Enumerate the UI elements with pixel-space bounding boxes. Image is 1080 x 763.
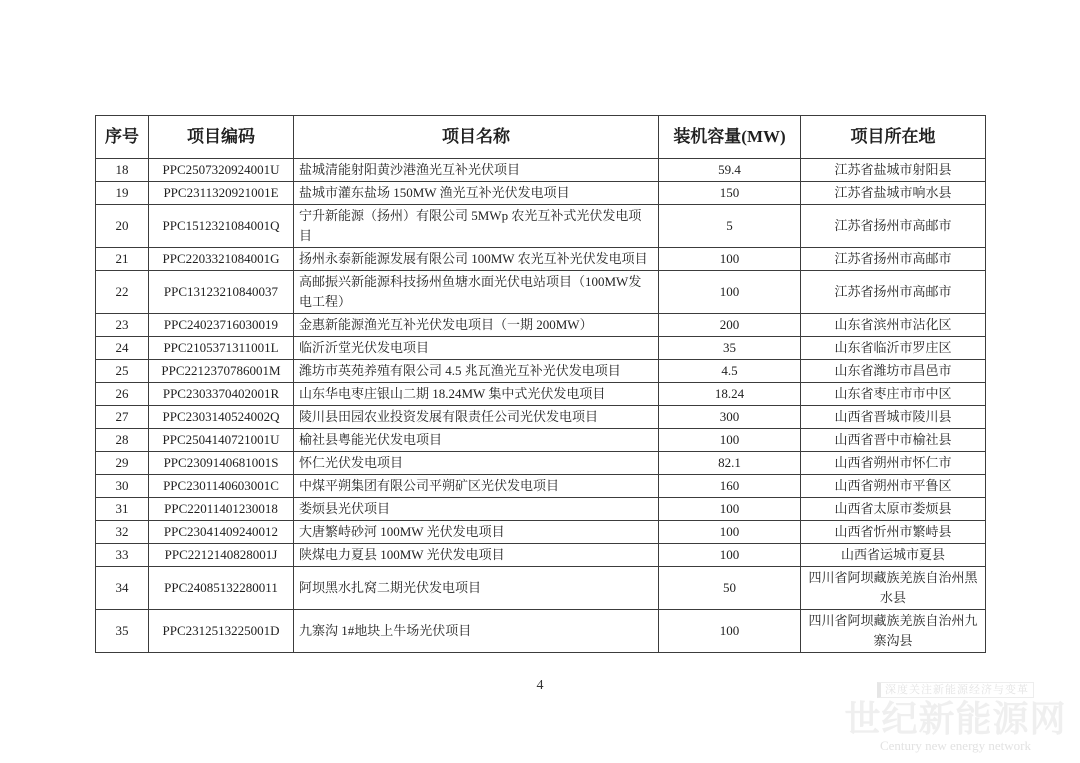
watermark-subtitle: Century new energy network [879,738,1032,753]
cell-code: PPC23041409240012 [149,521,294,544]
table-row [96,337,986,360]
table-row [96,271,986,314]
cell-code: PPC2309140681001S [149,452,294,475]
cell-no: 28 [96,429,149,452]
cell-no: 18 [96,159,149,182]
cell-location: 山西省晋城市陵川县 [801,406,986,429]
table-row [96,521,986,544]
cell-code: PPC2504140721001U [149,429,294,452]
watermark-tagline: 深度关注新能源经济与变革 [877,682,1034,698]
cell-name: 陵川县田园农业投资发展有限责任公司光伏发电项目 [294,406,659,429]
cell-location: 山东省枣庄市市中区 [801,383,986,406]
cell-capacity: 200 [659,314,801,337]
cell-code: PPC1512321084001Q [149,205,294,248]
cell-code: PPC2301140603001C [149,475,294,498]
table-row [96,360,986,383]
cell-no: 19 [96,182,149,205]
cell-capacity: 59.4 [659,159,801,182]
cell-name: 山东华电枣庄银山二期 18.24MW 集中式光伏发电项目 [294,383,659,406]
table-row [96,314,986,337]
cell-name: 扬州永泰新能源发展有限公司 100MW 农光互补光伏发电项目 [294,248,659,271]
cell-code: PPC2311320921001E [149,182,294,205]
cell-name: 盐城清能射阳黄沙港渔光互补光伏项目 [294,159,659,182]
cell-no: 34 [96,567,149,610]
cell-capacity: 35 [659,337,801,360]
table-row [96,406,986,429]
cell-name: 金惠新能源渔光互补光伏发电项目（一期 200MW） [294,314,659,337]
cell-code: PPC2507320924001U [149,159,294,182]
cell-name: 九寨沟 1#地块上牛场光伏项目 [294,610,659,653]
table-row [96,159,986,182]
cell-name: 宁升新能源（扬州）有限公司 5MWp 农光互补式光伏发电项目 [294,205,659,248]
cell-no: 32 [96,521,149,544]
cell-code: PPC2212140828001J [149,544,294,567]
cell-location: 山东省临沂市罗庄区 [801,337,986,360]
cell-location: 山西省朔州市怀仁市 [801,452,986,475]
page-number: 4 [536,678,544,693]
cell-no: 35 [96,610,149,653]
cell-location: 江苏省扬州市高邮市 [801,205,986,248]
cell-capacity: 4.5 [659,360,801,383]
cell-code: PPC2303140524002Q [149,406,294,429]
column-header: 项目名称 [294,116,659,159]
cell-no: 31 [96,498,149,521]
column-header: 序号 [96,116,149,159]
cell-capacity: 100 [659,498,801,521]
table-row [96,248,986,271]
cell-capacity: 100 [659,544,801,567]
cell-name: 中煤平朔集团有限公司平朔矿区光伏发电项目 [294,475,659,498]
cell-capacity: 300 [659,406,801,429]
cell-code: PPC2105371311001L [149,337,294,360]
cell-name: 潍坊市英苑养殖有限公司 4.5 兆瓦渔光互补光伏发电项目 [294,360,659,383]
column-header: 项目编码 [149,116,294,159]
cell-code: PPC22011401230018 [149,498,294,521]
cell-location: 四川省阿坝藏族羌族自治州九寨沟县 [801,610,986,653]
cell-name: 大唐繁峙砂河 100MW 光伏发电项目 [294,521,659,544]
cell-name: 榆社县粤能光伏发电项目 [294,429,659,452]
cell-location: 山西省运城市夏县 [801,544,986,567]
cell-capacity: 100 [659,610,801,653]
cell-location: 四川省阿坝藏族羌族自治州黑水县 [801,567,986,610]
cell-location: 江苏省盐城市射阳县 [801,159,986,182]
cell-no: 23 [96,314,149,337]
table-row [96,498,986,521]
cell-no: 24 [96,337,149,360]
cell-name: 娄烦县光伏项目 [294,498,659,521]
cell-code: PPC13123210840037 [149,271,294,314]
table-row [96,205,986,248]
cell-name: 盐城市灌东盐场 150MW 渔光互补光伏发电项目 [294,182,659,205]
cell-name: 陕煤电力夏县 100MW 光伏发电项目 [294,544,659,567]
cell-no: 27 [96,406,149,429]
cell-location: 山西省忻州市繁峙县 [801,521,986,544]
table-row [96,429,986,452]
cell-capacity: 100 [659,521,801,544]
cell-no: 33 [96,544,149,567]
table-row [96,610,986,653]
cell-no: 25 [96,360,149,383]
cell-capacity: 82.1 [659,452,801,475]
cell-location: 山东省潍坊市昌邑市 [801,360,986,383]
cell-capacity: 160 [659,475,801,498]
cell-name: 怀仁光伏发电项目 [294,452,659,475]
cell-name: 高邮振兴新能源科技扬州鱼塘水面光伏电站项目（100MW发电工程） [294,271,659,314]
cell-code: PPC24023716030019 [149,314,294,337]
watermark-title: 世纪新能源网 [844,698,1067,739]
cell-location: 江苏省扬州市高邮市 [801,271,986,314]
cell-no: 26 [96,383,149,406]
column-header: 项目所在地 [801,116,986,159]
table-row [96,182,986,205]
cell-capacity: 50 [659,567,801,610]
cell-capacity: 100 [659,271,801,314]
table-row [96,475,986,498]
cell-code: PPC2212370786001M [149,360,294,383]
cell-location: 山西省太原市娄烦县 [801,498,986,521]
table-row [96,567,986,610]
cell-location: 山西省朔州市平鲁区 [801,475,986,498]
cell-name: 阿坝黑水扎窝二期光伏发电项目 [294,567,659,610]
site-watermark [843,680,1068,753]
cell-location: 山西省晋中市榆社县 [801,429,986,452]
cell-location: 山东省滨州市沾化区 [801,314,986,337]
cell-code: PPC2312513225001D [149,610,294,653]
cell-no: 20 [96,205,149,248]
cell-capacity: 100 [659,248,801,271]
table-row [96,452,986,475]
cell-code: PPC2203321084001G [149,248,294,271]
cell-no: 22 [96,271,149,314]
table-header-row [96,116,986,159]
cell-location: 江苏省扬州市高邮市 [801,248,986,271]
table-row [96,383,986,406]
cell-capacity: 100 [659,429,801,452]
cell-location: 江苏省盐城市响水县 [801,182,986,205]
column-header: 装机容量(MW) [659,116,801,159]
cell-capacity: 18.24 [659,383,801,406]
cell-capacity: 5 [659,205,801,248]
cell-name: 临沂沂堂光伏发电项目 [294,337,659,360]
cell-capacity: 150 [659,182,801,205]
cell-no: 21 [96,248,149,271]
cell-no: 29 [96,452,149,475]
cell-code: PPC2303370402001R [149,383,294,406]
project-table [95,115,986,653]
cell-no: 30 [96,475,149,498]
cell-code: PPC24085132280011 [149,567,294,610]
table-row [96,544,986,567]
